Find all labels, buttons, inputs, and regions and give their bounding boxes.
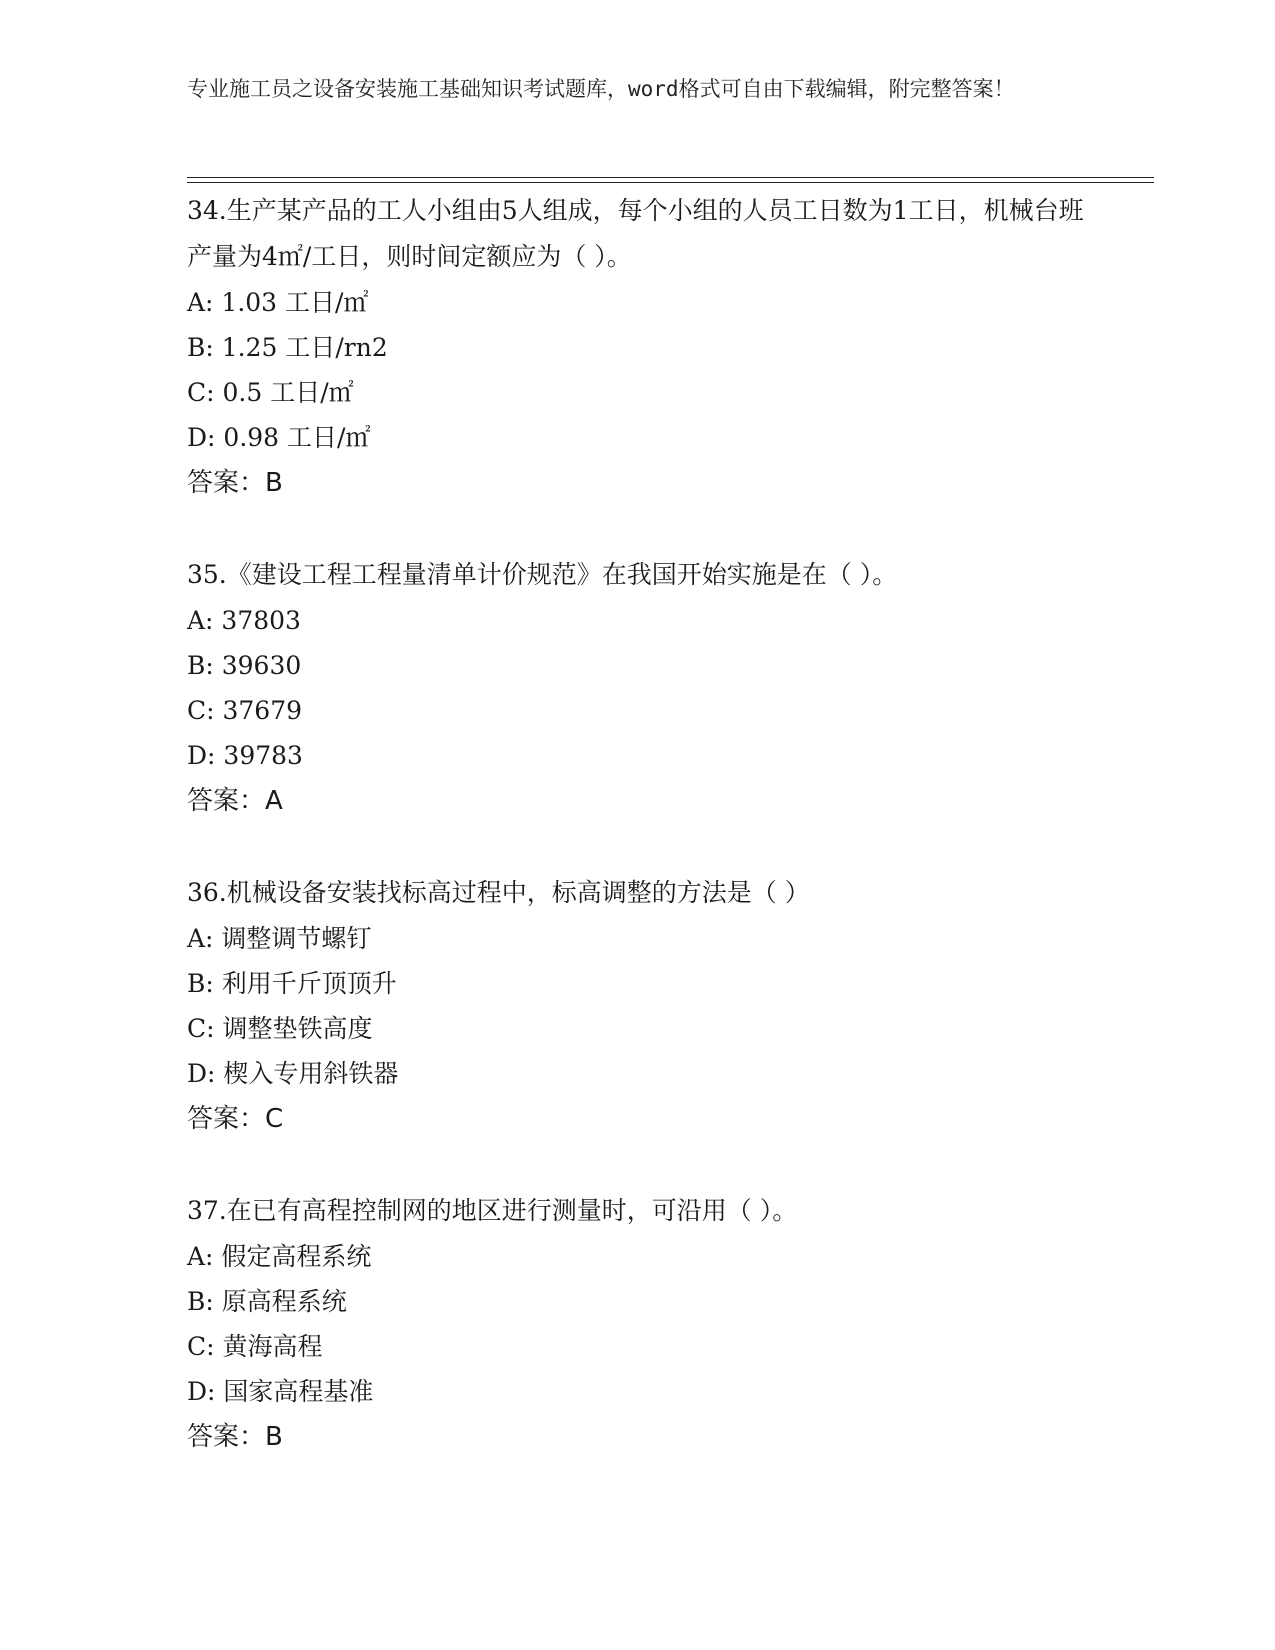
- option-a: A: 假定高程系统: [187, 1242, 372, 1271]
- answer-line: 答案：B: [187, 468, 283, 498]
- option-d: D: 楔入专用斜铁器: [187, 1059, 399, 1088]
- question-list: [187, 188, 1107, 1506]
- option-a: A: 调整调节螺钉: [187, 924, 372, 953]
- option-a: A: 37803: [187, 606, 301, 635]
- option-b: B: 原高程系统: [187, 1287, 347, 1316]
- question-text: 35.《建设工程工程量清单计价规范》在我国开始实施是在（ ）。: [187, 560, 898, 589]
- question-34: [187, 188, 1107, 506]
- answer-line: 答案：B: [187, 1422, 283, 1452]
- option-d: D: 0.98 工日/㎡: [187, 423, 371, 452]
- question-text: 36.机械设备安装找标高过程中，标高调整的方法是（ ）: [187, 878, 810, 907]
- option-b: B: 1.25 工日/rn2: [187, 333, 388, 362]
- question-37: [187, 1188, 1107, 1460]
- question-text: 34.生产某产品的工人小组由5人组成，每个小组的人员工日数为1工日，机械台班产量为4㎡/工日，则时间定额应为（ ）。: [187, 196, 1084, 271]
- option-c: C: 黄海高程: [187, 1332, 323, 1361]
- question-35: [187, 552, 1107, 824]
- option-d: D: 国家高程基准: [187, 1377, 374, 1406]
- option-c: C: 37679: [187, 696, 303, 725]
- answer-line: 答案：C: [187, 1104, 284, 1134]
- document-header: 专业施工员之设备安装施工基础知识考试题库，word格式可自由下载编辑，附完整答案！: [187, 77, 1015, 101]
- header-divider-top: [187, 177, 1154, 178]
- option-b: B: 利用千斤顶顶升: [187, 969, 397, 998]
- option-d: D: 39783: [187, 741, 303, 770]
- header-divider-bottom: [187, 182, 1154, 183]
- question-36: [187, 870, 1107, 1142]
- option-c: C: 调整垫铁高度: [187, 1014, 373, 1043]
- option-b: B: 39630: [187, 651, 302, 680]
- question-text: 37.在已有高程控制网的地区进行测量时，可沿用（ ）。: [187, 1196, 798, 1225]
- answer-line: 答案：A: [187, 786, 283, 816]
- option-c: C: 0.5 工日/㎡: [187, 378, 354, 407]
- option-a: A: 1.03 工日/㎡: [187, 288, 369, 317]
